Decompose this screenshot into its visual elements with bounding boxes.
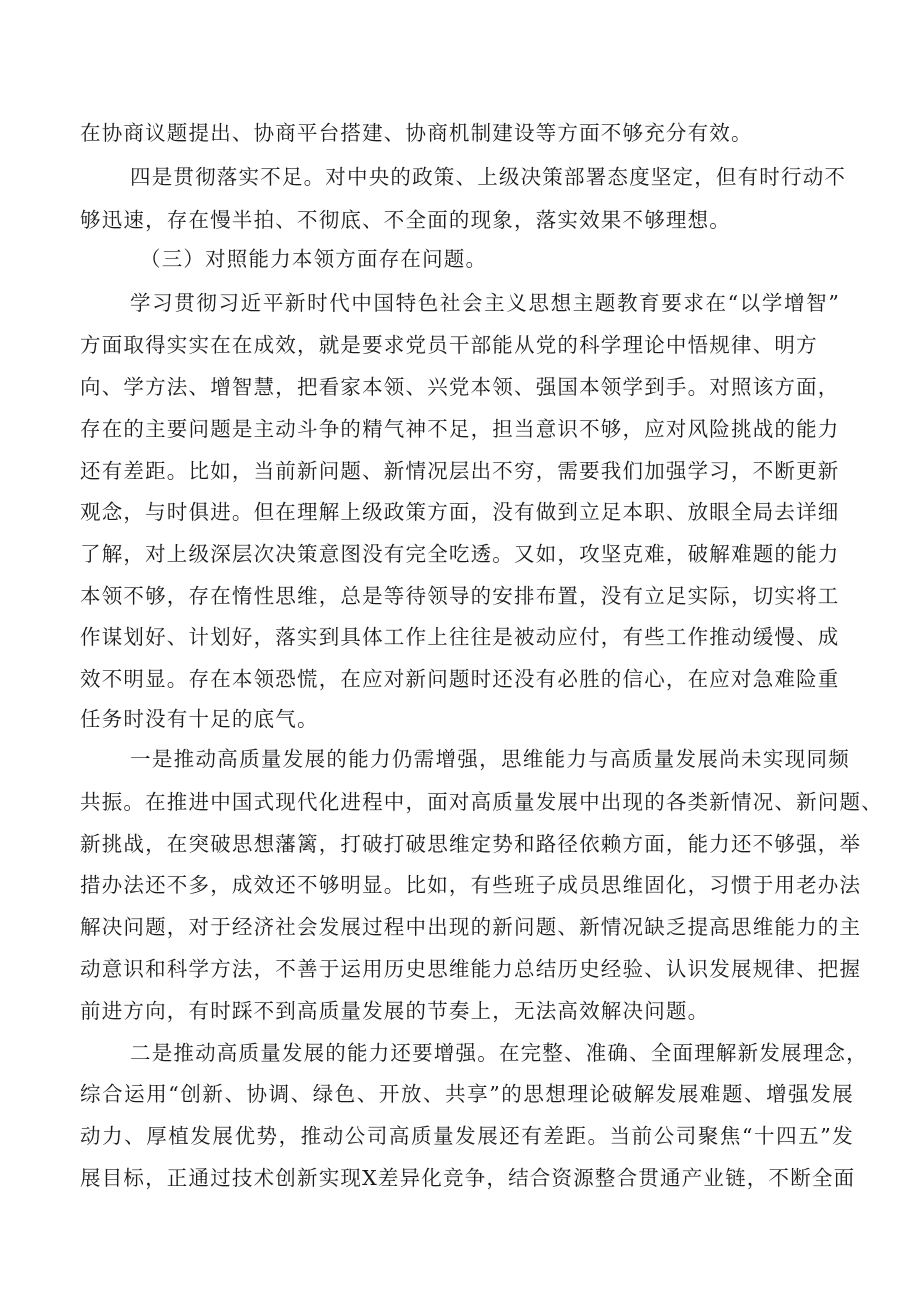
text-line: 展目标，正通过技术创新实现X差异化竞争，结合资源整合贯通产业链，不断全面 [80, 1166, 856, 1190]
text-line: 综合运用“创新、协调、绿色、开放、共享”的思想理论破解发展难题、增强发展 [80, 1082, 854, 1106]
text-line: 一是推动高质量发展的能力仍需增强，思维能力与高质量发展尚未实现同频 [130, 747, 850, 771]
text-line: 本领不够，存在惰性思维，总是等待领导的安排布置，没有立足实际，切实将工 [80, 584, 840, 608]
section-heading: （三）对照能力本领方面存在问题。 [140, 247, 488, 271]
text-line: 存在的主要问题是主动斗争的精气神不足，担当意识不够，应对风险挑战的能力 [80, 417, 840, 441]
text-line: 二是推动高质量发展的能力还要增强。在完整、准确、全面理解新发展理念， [130, 1041, 868, 1065]
text-line: 够迅速，存在慢半拍、不彻底、不全面的现象，落实效果不够理想。 [80, 208, 731, 232]
text-line: 新挑战，在突破思想藩篱，打破打破思维定势和路径依赖方面，能力还不够强，举 [80, 832, 862, 856]
text-line: 作谋划好、计划好，落实到具体工作上往往是被动应付，有些工作推动缓慢、成 [80, 625, 840, 649]
text-line: 动意识和科学方法，不善于运用历史思维能力总结历史经验、认识发展规律、把握 [80, 957, 862, 981]
text-line: 措办法还不多，成效还不够明显。比如，有些班子成员思维固化，习惯于用老办法 [80, 873, 862, 897]
text-line: 动力、厚植发展优势，推动公司高质量发展还有差距。当前公司聚焦“十四五”发 [80, 1124, 854, 1148]
text-line: 方面取得实实在在成效，就是要求党员干部能从党的科学理论中悟规律、明方 [80, 333, 818, 357]
text-line: 解决问题，对于经济社会发展过程中出现的新问题、新情况缺乏提高思维能力的主 [80, 915, 862, 939]
text-line: 效不明显。存在本领恐慌，在应对新问题时还没有必胜的信心，在应对急难险重 [80, 667, 840, 691]
text-line: 向、学方法、增智慧，把看家本领、兴党本领、强国本领学到手。对照该方面， [80, 375, 840, 399]
text-line: 学习贯彻习近平新时代中国特色社会主义思想主题教育要求在“以学增智” [130, 291, 840, 315]
text-line: 四是贯彻落实不足。对中央的政策、上级决策部署态度坚定，但有时行动不 [130, 165, 847, 189]
text-line: 观念，与时俱进。但在理解上级政策方面，没有做到立足本职、放眼全局去详细 [80, 500, 840, 524]
text-line: 了解，对上级深层次决策意图没有完全吃透。又如，攻坚克难，破解难题的能力 [80, 542, 840, 566]
text-line: 共振。在推进中国式现代化进程中，面对高质量发展中出现的各类新情况、新问题、 [80, 790, 883, 814]
text-line: 前进方向，有时踩不到高质量发展的节奏上，无法高效解决问题。 [80, 999, 710, 1023]
text-line: 还有差距。比如，当前新问题、新情况层出不穷，需要我们加强学习，不断更新 [80, 459, 840, 483]
text-line: 任务时没有十足的底气。 [80, 707, 319, 731]
text-line: 在协商议题提出、协商平台搭建、协商机制建设等方面不够充分有效。 [80, 121, 753, 145]
